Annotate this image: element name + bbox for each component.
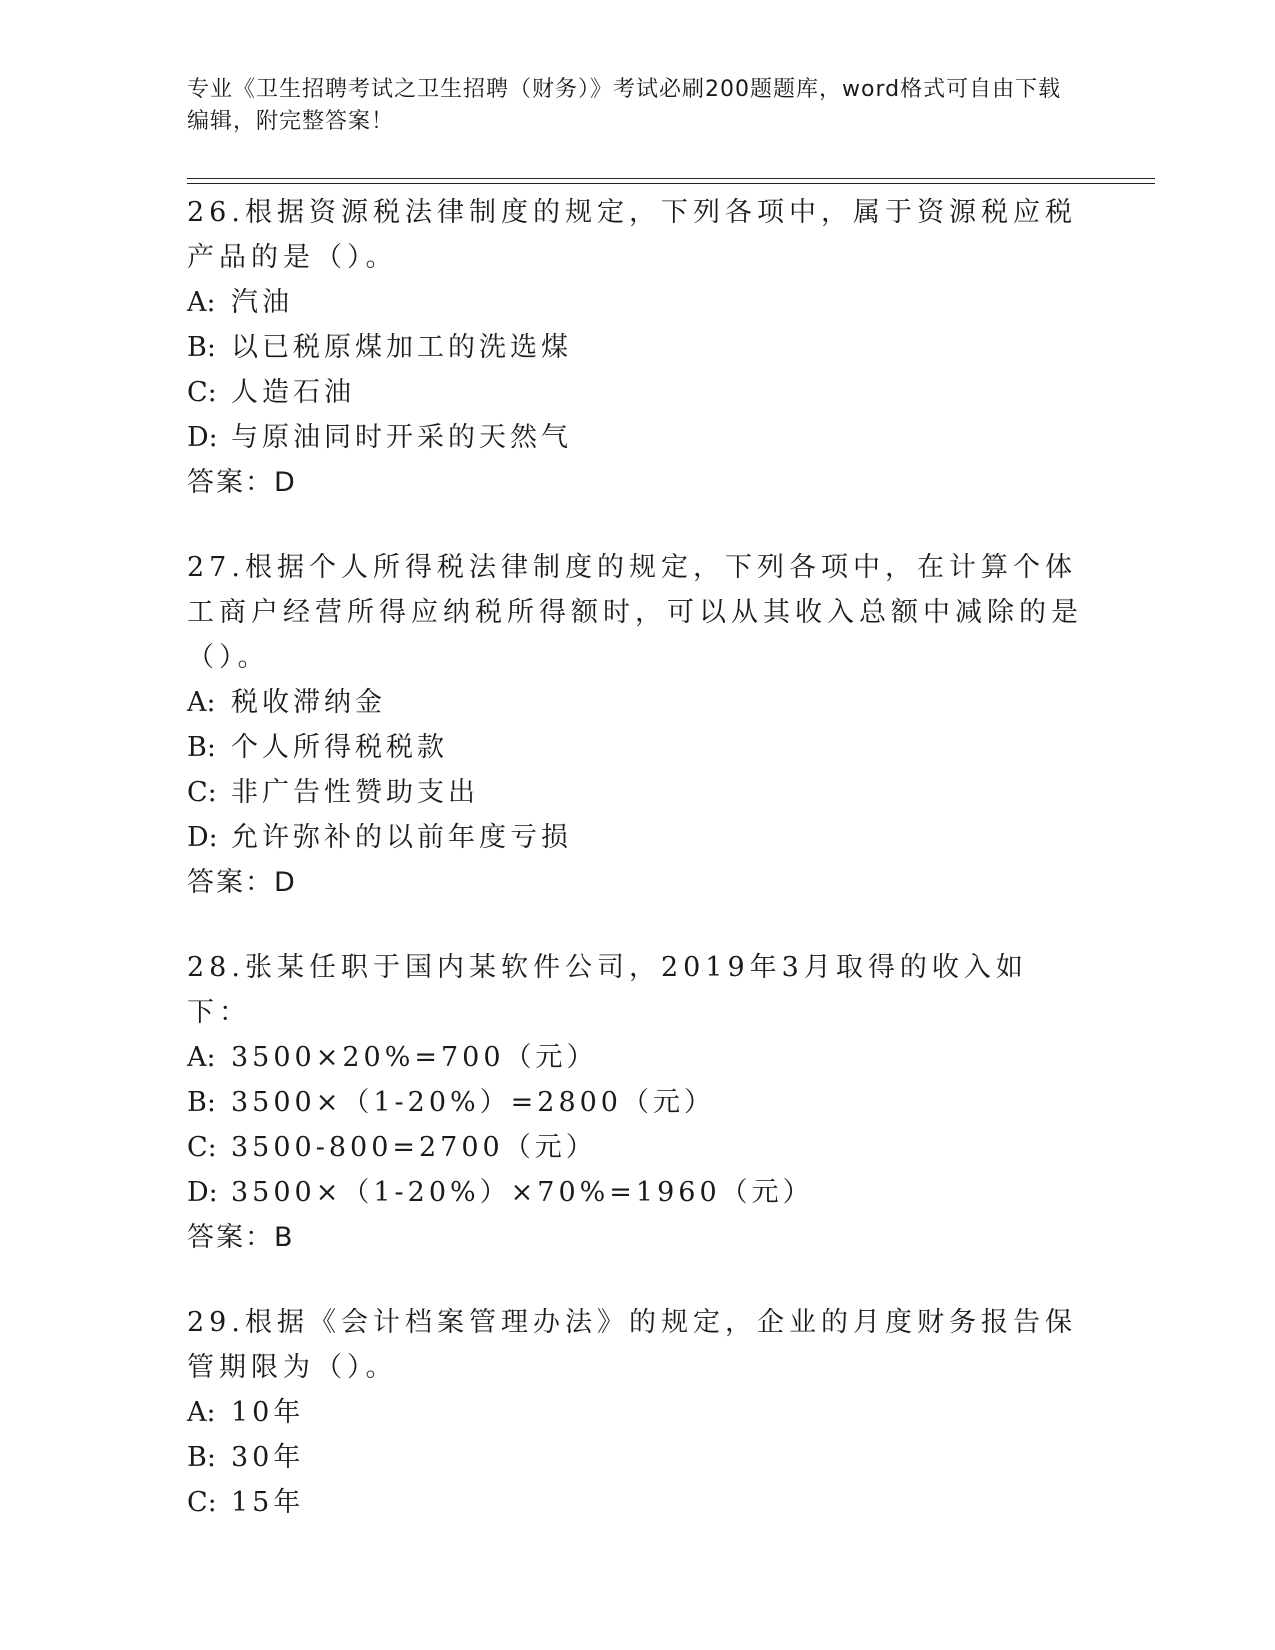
option-text: 与原油同时开采的天然气: [231, 422, 572, 453]
answer-line: 答案：D: [187, 467, 297, 498]
option-d: [187, 815, 1087, 860]
header-divider-bottom: [187, 183, 1155, 184]
option-key: B:: [187, 332, 216, 363]
document-description: 专业《卫生招聘考试之卫生招聘（财务）》考试必刷200题题库，word格式可自由下载编辑，附完整答案！: [187, 77, 1062, 134]
option-text: 3500×（1-20%）=2800（元）: [231, 1087, 715, 1118]
option-a: [187, 680, 1087, 725]
option-text: 3500×20%=700（元）: [231, 1042, 598, 1073]
option-b: [187, 1080, 1087, 1125]
option-key: C:: [187, 1487, 217, 1518]
option-b: [187, 325, 1087, 370]
option-key: B:: [187, 732, 216, 763]
option-text: 3500×（1-20%）×70%=1960（元）: [231, 1177, 814, 1208]
option-key: A:: [187, 287, 216, 318]
question-stem: 29.根据《会计档案管理办法》的规定，企业的月度财务报告保管期限为（）。: [187, 1307, 1077, 1383]
option-text: 汽油: [231, 287, 293, 318]
question-stem: 26.根据资源税法律制度的规定，下列各项中，属于资源税应税产品的是（）。: [187, 197, 1077, 273]
option-text: 15年: [231, 1487, 305, 1518]
answer-line: 答案：D: [187, 867, 297, 898]
option-text: 30年: [231, 1442, 305, 1473]
option-b: [187, 1435, 1087, 1480]
option-text: 个人所得税税款: [231, 732, 448, 763]
header-divider-top: [187, 178, 1155, 179]
option-key: B:: [187, 1087, 216, 1118]
option-c: [187, 1480, 1087, 1525]
option-key: B:: [187, 1442, 216, 1473]
option-c: [187, 370, 1087, 415]
question-27: [187, 545, 1087, 905]
option-text: 允许弥补的以前年度亏损: [231, 822, 572, 853]
option-key: D:: [187, 422, 218, 453]
question-stem: 27.根据个人所得税法律制度的规定，下列各项中，在计算个体工商户经营所得应纳税所得额时，可以从其收入总额中减除的是（）。: [187, 552, 1083, 673]
option-key: C:: [187, 777, 217, 808]
option-a: [187, 280, 1087, 325]
option-text: 税收滞纳金: [231, 687, 386, 718]
question-29: [187, 1300, 1087, 1525]
option-d: [187, 1170, 1087, 1215]
option-text: 以已税原煤加工的洗选煤: [231, 332, 572, 363]
option-key: A:: [187, 1042, 216, 1073]
option-key: A:: [187, 1397, 216, 1428]
option-b: [187, 725, 1087, 770]
answer-line: 答案：B: [187, 1222, 295, 1253]
question-stem: 28.张某任职于国内某软件公司，2019年3月取得的收入如下：: [187, 952, 1028, 1028]
option-a: [187, 1035, 1087, 1080]
option-text: 非广告性赞助支出: [231, 777, 479, 808]
question-28: [187, 945, 1087, 1260]
question-26: [187, 190, 1087, 505]
option-d: [187, 415, 1087, 460]
option-key: D:: [187, 1177, 218, 1208]
option-text: 人造石油: [231, 377, 355, 408]
option-text: 3500-800=2700（元）: [231, 1132, 597, 1163]
option-c: [187, 770, 1087, 815]
option-key: C:: [187, 377, 217, 408]
option-a: [187, 1390, 1087, 1435]
option-key: D:: [187, 822, 218, 853]
option-text: 10年: [231, 1397, 305, 1428]
option-c: [187, 1125, 1087, 1170]
question-list: [187, 190, 1087, 1565]
option-key: A:: [187, 687, 216, 718]
option-key: C:: [187, 1132, 217, 1163]
